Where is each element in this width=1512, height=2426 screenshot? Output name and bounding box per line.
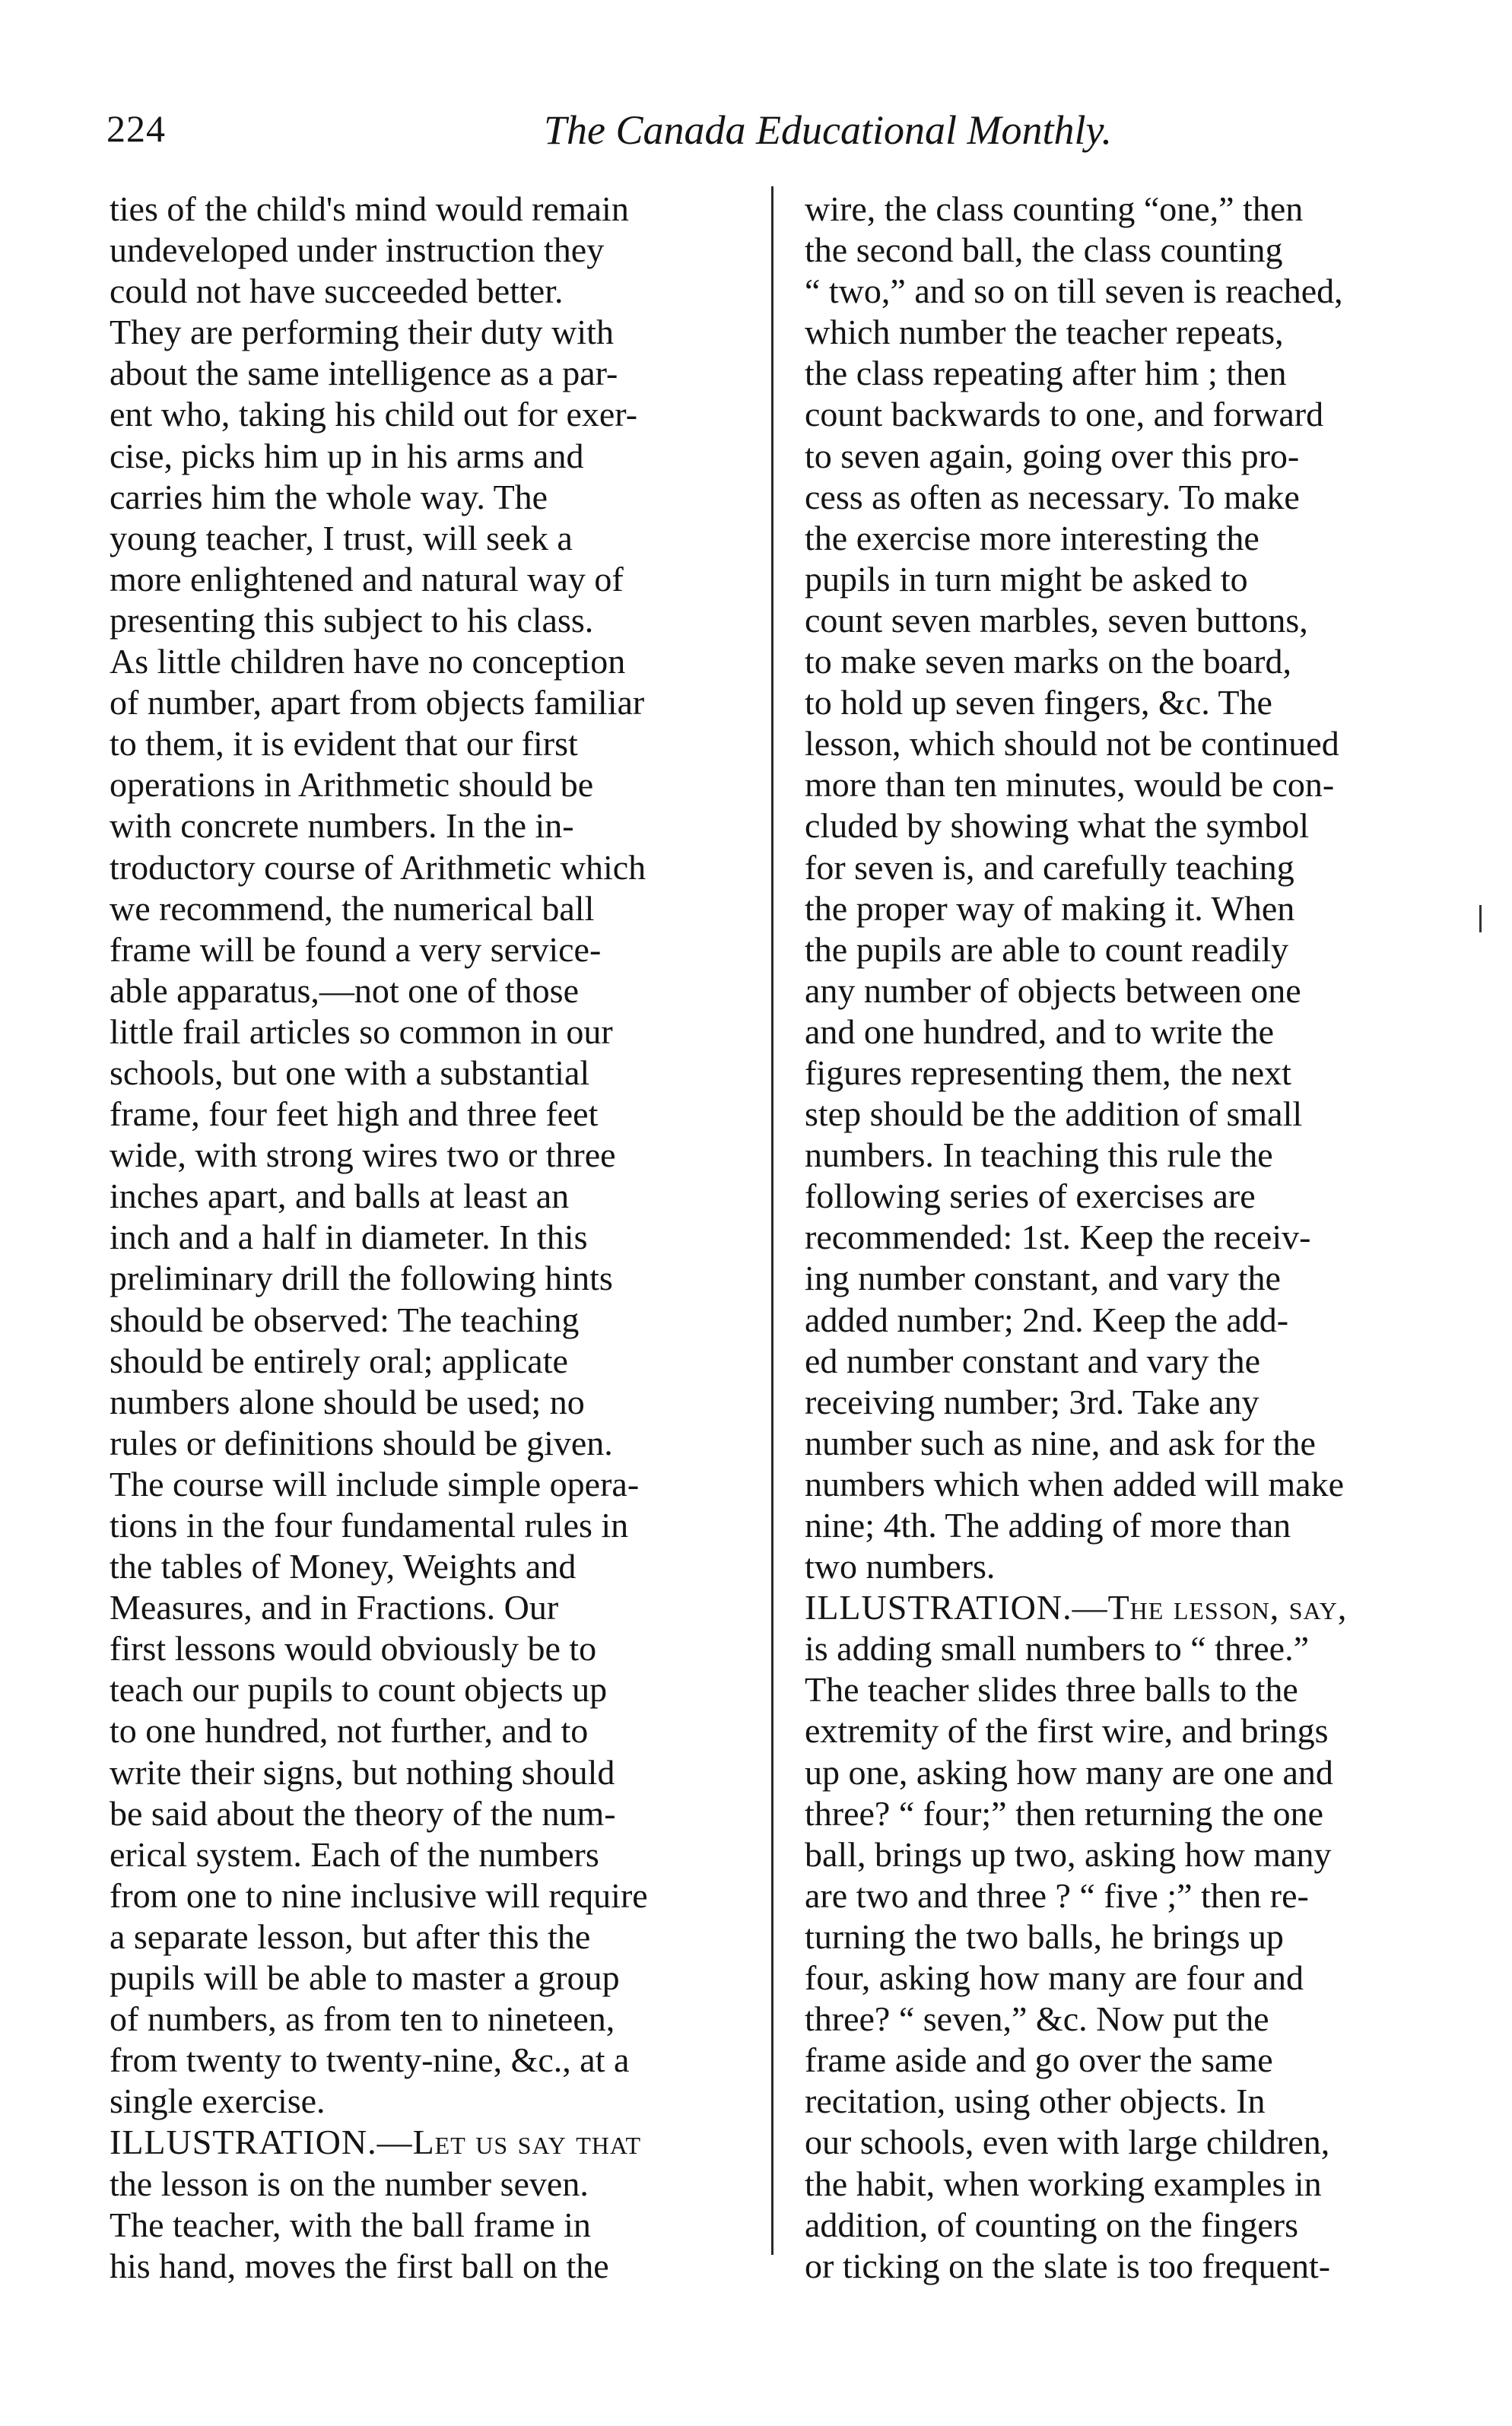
text-line: our schools, even with large children, <box>805 2123 1330 2162</box>
text-line: ball, brings up two, asking how many <box>805 1834 1332 1874</box>
text-line: the lesson is on the number seven. <box>110 2164 589 2203</box>
text-line: recommended: 1st. Keep the receiv- <box>805 1218 1311 1257</box>
text-line: should be observed: The teaching <box>110 1300 580 1339</box>
text-line: are two and three ? “ five ;” then re- <box>805 1875 1309 1915</box>
text-line: for seven is, and carefully teaching <box>805 847 1294 887</box>
text-line: numbers which when added will make <box>805 1464 1344 1504</box>
text-line: is adding small numbers to “ three.” <box>805 1629 1310 1669</box>
text-line: undeveloped under instruction they <box>110 230 605 270</box>
text-line: the exercise more interesting the <box>805 518 1259 557</box>
text-line: the tables of Money, Weights and <box>110 1547 577 1586</box>
text-line: frame aside and go over the same <box>805 2040 1273 2080</box>
text-line: ent who, taking his child out for exer- <box>110 395 638 434</box>
text-line: As little children have no conception <box>110 642 626 681</box>
text-line: wide, with strong wires two or three <box>110 1135 616 1175</box>
text-line: any number of objects between one <box>805 970 1301 1010</box>
text-line: tions in the four fundamental rules in <box>110 1506 629 1545</box>
text-line: operations in Arithmetic should be <box>110 765 594 805</box>
text-line: to one hundred, not further, and to <box>110 1711 589 1751</box>
right-text-column <box>805 189 1444 2287</box>
text-line: four, asking how many are four and <box>805 1958 1304 1998</box>
text-line: to seven again, going over this pro- <box>805 436 1300 475</box>
text-line: frame, four feet high and three feet <box>110 1094 599 1134</box>
text-line: frame will be found a very service- <box>110 929 602 969</box>
text-line: should be entirely oral; applicate <box>110 1341 568 1380</box>
text-line: following series of exercises are <box>805 1176 1256 1216</box>
text-line: three? “ four;” then returning the one <box>805 1793 1324 1833</box>
text-line: pupils will be able to master a group <box>110 1958 620 1998</box>
text-line: a separate lesson, but after this the <box>110 1916 591 1956</box>
text-line: single exercise. <box>110 2081 326 2121</box>
text-line: which number the teacher repeats, <box>805 313 1284 352</box>
text-line: to hold up seven fingers, &c. The <box>805 683 1272 722</box>
text-line: number such as nine, and ask for the <box>805 1423 1316 1462</box>
text-line: addition, of counting on the fingers <box>805 2205 1298 2244</box>
text-line: to them, it is evident that our first <box>110 724 578 764</box>
text-line: pupils in turn might be asked to <box>805 559 1248 599</box>
text-line: step should be the addition of small <box>805 1094 1303 1134</box>
text-line: receiving number; 3rd. Take any <box>805 1382 1259 1421</box>
text-line: first lessons would obviously be to <box>110 1629 597 1669</box>
text-line: numbers alone should be used; no <box>110 1382 585 1421</box>
text-line: teach our pupils to count objects up <box>110 1670 608 1710</box>
text-line: about the same intelligence as a par- <box>110 354 618 393</box>
text-line: The course will include simple opera- <box>110 1464 640 1504</box>
text-line: added number; 2nd. Keep the add- <box>805 1300 1289 1339</box>
text-line: rules or definitions should be given. <box>110 1423 613 1462</box>
text-line: from twenty to twenty-nine, &c., at a <box>110 2040 630 2080</box>
page-number: 224 <box>106 107 166 150</box>
text-line: Measures, and in Fractions. Our <box>110 1588 559 1627</box>
text-line: lesson, which should not be continued <box>805 724 1339 764</box>
text-line: three? “ seven,” &c. Now put the <box>805 1999 1269 2039</box>
text-line: able apparatus,—not one of those <box>110 970 579 1010</box>
text-line: “ two,” and so on till seven is reached, <box>805 271 1343 311</box>
text-line: recitation, using other objects. In <box>805 2081 1266 2121</box>
text-line: cess as often as necessary. To make <box>805 477 1300 516</box>
text-line: count backwards to one, and forward <box>805 395 1324 434</box>
text-line: write their signs, but nothing should <box>110 1752 615 1792</box>
text-line: numbers. In teaching this rule the <box>805 1135 1273 1175</box>
text-line: ing number constant, and vary the <box>805 1259 1281 1298</box>
text-line: and one hundred, and to write the <box>805 1011 1274 1051</box>
text-line: ties of the child's mind would remain <box>110 189 629 228</box>
text-line: preliminary drill the following hints <box>110 1259 613 1298</box>
text-line: the pupils are able to count readily <box>805 929 1289 969</box>
text-line: the second ball, the class counting <box>805 230 1283 270</box>
text-line: wire, the class counting “one,” then <box>805 189 1304 228</box>
text-line: the habit, when working examples in <box>805 2164 1322 2203</box>
text-line: ILLUSTRATION.—Let us say that <box>110 2123 642 2162</box>
text-line: to make seven marks on the board, <box>805 642 1291 681</box>
text-line: of numbers, as from ten to nineteen, <box>110 1999 615 2039</box>
text-line: cluded by showing what the symbol <box>805 806 1310 846</box>
text-line: be said about the theory of the num- <box>110 1793 616 1833</box>
running-title: The Canada Educational Monthly. <box>544 107 1112 153</box>
text-line: from one to nine inclusive will require <box>110 1875 648 1915</box>
text-line: presenting this subject to his class. <box>110 600 594 640</box>
text-line: count seven marbles, seven buttons, <box>805 600 1308 640</box>
text-line: inch and a half in diameter. In this <box>110 1218 588 1257</box>
column-divider <box>771 186 773 2255</box>
text-line: could not have succeeded better. <box>110 271 564 311</box>
text-line: his hand, moves the first ball on the <box>110 2246 609 2285</box>
margin-mark <box>1479 905 1482 932</box>
text-line: erical system. Each of the numbers <box>110 1834 599 1874</box>
text-line: or ticking on the slate is too frequent- <box>805 2246 1331 2285</box>
text-line: nine; 4th. The adding of more than <box>805 1506 1291 1545</box>
text-line: little frail articles so common in our <box>110 1011 613 1051</box>
text-line: figures representing them, the next <box>805 1053 1291 1092</box>
text-line: They are performing their duty with <box>110 313 614 352</box>
text-line: troductory course of Arithmetic which <box>110 847 646 887</box>
text-line: of number, apart from objects familiar <box>110 683 645 722</box>
text-line: The teacher, with the ball frame in <box>110 2205 591 2244</box>
text-line: inches apart, and balls at least an <box>110 1176 570 1216</box>
text-line: turning the two balls, he brings up <box>805 1916 1284 1956</box>
text-line: cise, picks him up in his arms and <box>110 436 584 475</box>
text-line: young teacher, I trust, will seek a <box>110 518 573 557</box>
text-line: carries him the whole way. The <box>110 477 548 516</box>
text-line: the class repeating after him ; then <box>805 354 1287 393</box>
text-line: extremity of the first wire, and brings <box>805 1711 1329 1751</box>
text-line: schools, but one with a substantial <box>110 1053 590 1092</box>
text-line: The teacher slides three balls to the <box>805 1670 1298 1710</box>
text-line: ILLUSTRATION.—The lesson, say, <box>805 1588 1348 1627</box>
text-line: more enlightened and natural way of <box>110 559 624 599</box>
text-line: ed number constant and vary the <box>805 1341 1261 1380</box>
text-line: up one, asking how many are one and <box>805 1752 1333 1792</box>
text-line: with concrete numbers. In the in- <box>110 806 574 846</box>
text-line: we recommend, the numerical ball <box>110 888 595 928</box>
text-line: two numbers. <box>805 1547 996 1586</box>
text-line: more than ten minutes, would be con- <box>805 765 1335 805</box>
left-text-column <box>110 189 748 2287</box>
page-header <box>106 106 1415 175</box>
text-line: the proper way of making it. When <box>805 888 1295 928</box>
